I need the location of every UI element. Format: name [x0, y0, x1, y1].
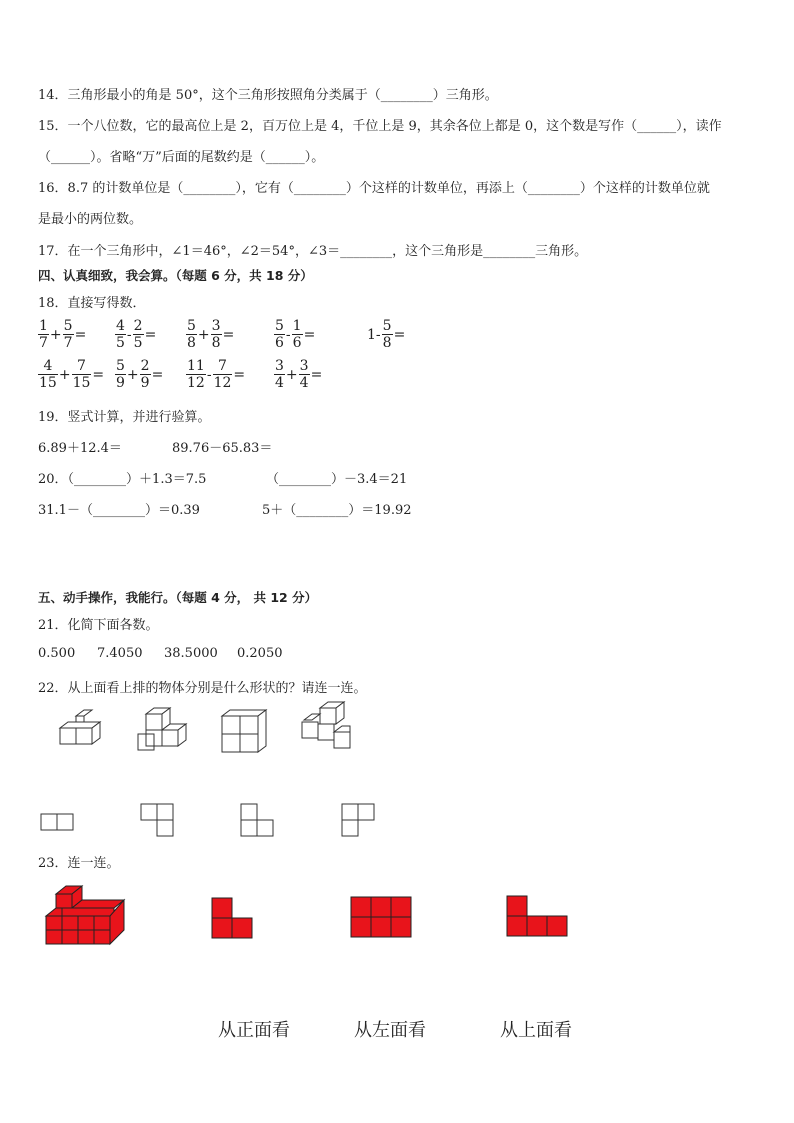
q18-text: 18．直接写得数．: [38, 296, 146, 311]
q19-text: 19．竖式计算，并进行验算。: [38, 410, 211, 425]
fraction-b: $\frac{5}{8}$: [382, 318, 392, 351]
equals-sign: =: [393, 326, 406, 343]
view-label-left: 从左面看: [354, 1020, 426, 1041]
red-view-1: [212, 898, 256, 940]
equals-sign: =: [303, 326, 316, 343]
fraction-row1-expr-2: [115, 318, 157, 351]
cube-figure-4: [300, 702, 354, 756]
fraction-a: $\frac{4}{5}$: [116, 318, 125, 351]
equals-sign: =: [144, 326, 157, 343]
flat-view-3: [241, 804, 277, 840]
red-view-3: [507, 896, 569, 938]
fraction-prefix: 1-: [367, 326, 381, 343]
q16-line2: 是最小的两位数。: [38, 212, 143, 227]
q15-line2: （______）。省略“万”后面的尾数约是（______）。: [38, 150, 325, 165]
fraction-b: $\frac{3}{8}$: [211, 318, 221, 351]
q21-text: 21．化简下面各数。: [38, 618, 159, 633]
flat-view-2: [141, 804, 177, 840]
fraction-row1-expr-4: [274, 318, 316, 351]
fraction-row2-expr-2: [115, 358, 164, 391]
q15-line1: 15．一个八位数，它的最高位上是 2，百万位上是 4，千位上是 9，其余各位上都是 0，这个数是写作（______），读作: [38, 119, 722, 134]
cube-figure-2: [136, 706, 186, 756]
fraction-b: $\frac{3}{4}$: [299, 358, 309, 391]
q17-text: 17．在一个三角形中，∠1＝46°，∠2＝54°，∠3＝________，这个三角形是________三角形。: [38, 244, 588, 259]
fraction-a: $\frac{1}{7}$: [39, 318, 48, 351]
equals-sign: =: [310, 366, 323, 383]
fraction-a: $\frac{5}{9}$: [116, 358, 125, 391]
fraction-a: $\frac{4}{15}$: [39, 358, 57, 391]
q19-expr-b: 89.76－65.83＝: [172, 441, 273, 456]
cube-figure-3: [222, 708, 270, 756]
equals-sign: =: [222, 326, 235, 343]
fraction-row2-expr-3: [186, 358, 246, 391]
q20-expr-d: 5＋（________）＝19.92: [262, 503, 412, 518]
q20-expr-b: （________）－3.4＝21: [266, 472, 408, 487]
red-cube-solid: [46, 886, 126, 946]
fraction-a: $\frac{11}{12}$: [187, 358, 205, 391]
operator: +: [58, 366, 71, 383]
q21-num-4: 0.2050: [237, 646, 283, 661]
section-5-heading: 五、动手操作，我能行。（每题 4 分， 共 12 分）: [38, 590, 318, 605]
fraction-b: $\frac{7}{12}$: [213, 358, 232, 391]
q14-text: 14．三角形最小的角是 50°，这个三角形按照角分类属于（________）三角形。: [38, 88, 498, 103]
q20-expr-a: 20．（________）＋1.3＝7.5: [38, 472, 207, 487]
fraction-row1-expr-5: [366, 318, 406, 351]
section-4-heading: 四、认真细致，我会算。（每题 6 分，共 18 分）: [38, 268, 313, 283]
fraction-row1-expr-1: [38, 318, 87, 351]
fraction-b: $\frac{7}{15}$: [72, 358, 91, 391]
equals-sign: =: [233, 366, 246, 383]
flat-view-4: [342, 804, 378, 840]
q21-num-2: 7.4050: [97, 646, 143, 661]
fraction-a: $\frac{5}{6}$: [275, 318, 284, 351]
operator: -: [206, 366, 212, 383]
q21-num-1: 0.500: [38, 646, 76, 661]
fraction-row2-expr-1: [38, 358, 105, 391]
q20-expr-c: 31.1－（________）＝0.39: [38, 503, 200, 518]
view-label-front: 从正面看: [218, 1020, 290, 1041]
fraction-row1-expr-3: [186, 318, 235, 351]
view-label-top: 从上面看: [500, 1020, 572, 1041]
fraction-b: $\frac{2}{9}$: [140, 358, 150, 391]
fraction-a: $\frac{3}{4}$: [275, 358, 284, 391]
equals-sign: =: [92, 366, 105, 383]
operator: +: [126, 366, 139, 383]
q22-text: 22．从上面看上排的物体分别是什么形状的？请连一连。: [38, 681, 367, 696]
q16-line1: 16．8.7 的计数单位是（________），它有（________）个这样的计数单位，再添上（________）个这样的计数单位就: [38, 181, 710, 196]
operator: +: [49, 326, 62, 343]
q21-num-3: 38.5000: [164, 646, 218, 661]
operator: +: [197, 326, 210, 343]
flat-view-1: [41, 814, 77, 832]
operator: +: [285, 366, 298, 383]
fraction-a: $\frac{5}{8}$: [187, 318, 196, 351]
cube-figure-1: [56, 716, 106, 756]
equals-sign: =: [74, 326, 87, 343]
equals-sign: =: [151, 366, 164, 383]
red-view-2: [351, 897, 413, 939]
q23-text: 23．连一连。: [38, 856, 120, 871]
q19-expr-a: 6.89＋12.4＝: [38, 441, 122, 456]
fraction-b: $\frac{1}{6}$: [292, 318, 302, 351]
fraction-b: $\frac{2}{5}$: [133, 318, 143, 351]
fraction-b: $\frac{5}{7}$: [63, 318, 73, 351]
operator: -: [126, 326, 132, 343]
operator: -: [285, 326, 291, 343]
fraction-row2-expr-4: [274, 358, 323, 391]
